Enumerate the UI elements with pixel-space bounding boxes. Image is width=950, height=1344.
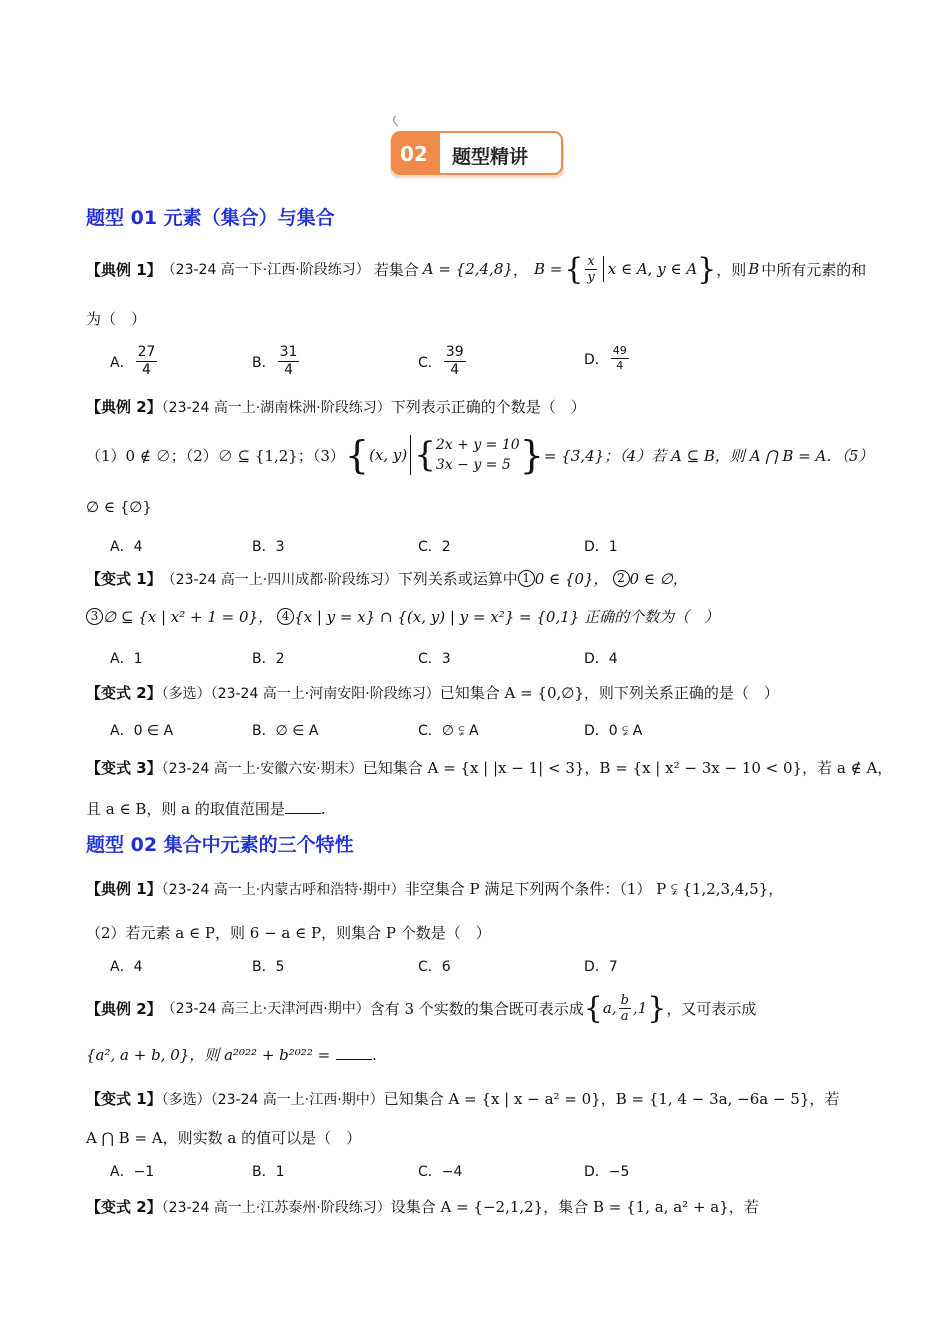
question-line: （2）若元素 a ∈ P，则 6 − a ∈ P，则集合 P 个数是（ ）: [86, 924, 491, 942]
question-tag: 【变式 1】: [86, 570, 162, 588]
question-text: 下列表示正确的个数是（ ）: [390, 398, 586, 416]
fraction-den: y: [587, 269, 595, 285]
option-label: C．: [418, 354, 442, 371]
question-tag: 【典例 1】: [86, 880, 162, 898]
fraction: [585, 254, 596, 285]
statement-text: {x | y = x} ∩ {(x, y) | y = x²} = {0,1} 正确的个数为（ ）: [294, 608, 720, 626]
section-title-1: 题型 01 元素（集合）与集合: [86, 207, 335, 229]
fraction-num: 39: [445, 344, 464, 360]
question-text: 已知集合 A = {0,∅}，则下列关系正确的是（ ）: [439, 684, 779, 702]
question-text: 设集合 A = {−2,1,2}，集合 B = {1, a, a² + a}，若: [390, 1198, 759, 1216]
question-s1-v3: [86, 757, 892, 778]
option-a[interactable]: A．0 ∈ A: [110, 723, 174, 739]
question-s2-v2: [86, 1196, 759, 1217]
question-line: A ⋂ B = A，则实数 a 的值可以是（ ）: [86, 1129, 362, 1147]
set-b-condition: x ∈ A, y ∈ A: [607, 260, 698, 278]
question-text: B: [748, 260, 760, 278]
question-text: ，则: [716, 260, 747, 279]
question-tag: 【变式 2】: [86, 1198, 162, 1216]
question-text: .: [320, 800, 326, 818]
question-text: 非空集合 P 满足下列两个条件：（1） P ⫋ {1,2,3,4,5}，: [404, 880, 784, 898]
question-text: ，: [512, 260, 528, 279]
question-tag: 【变式 1】: [86, 1090, 162, 1108]
fraction-den: 4: [616, 359, 624, 372]
option-label: B．: [252, 354, 276, 371]
option-c[interactable]: C．−4: [418, 1164, 463, 1180]
brace-open: {: [344, 433, 370, 477]
option-a[interactable]: A．1: [110, 651, 143, 667]
question-source: （多选）（23-24 高一上·江西·期中）: [161, 1092, 384, 1108]
fraction: [136, 344, 158, 379]
statement-text: （1）0 ∉ ∅；（2）∅ ⊆ {1,2}；（3）: [86, 446, 345, 465]
fraction-num: 27: [137, 344, 156, 360]
divider: [603, 256, 604, 282]
question-tag: 【变式 3】: [86, 759, 162, 777]
brace-open: {: [583, 990, 603, 1026]
option-c[interactable]: C．3: [418, 651, 451, 667]
question-line: ∅ ∈ {∅}: [86, 498, 152, 516]
fraction: [611, 344, 629, 373]
question-tag: 【变式 2】: [86, 684, 162, 702]
banner-title: 题型精讲: [452, 146, 529, 168]
question-line: [86, 798, 326, 819]
option-label: D．: [584, 351, 609, 368]
brace-close: }: [519, 433, 544, 477]
fraction-num: 31: [279, 344, 298, 360]
question-source: （23-24 高三上·天津河西·期中）: [161, 1001, 370, 1017]
question-source: （23-24 高一上·内蒙古呼和浩特·期中）: [161, 882, 405, 898]
option-c[interactable]: [418, 344, 468, 379]
statement-text: 0 ∈ ∅，: [629, 570, 688, 588]
option-a[interactable]: A．−1: [110, 1164, 155, 1180]
question-line: [86, 606, 719, 627]
question-text: 已知集合 A = {x | x − a² = 0}，B = {1, 4 − 3a, −6a − 5}，若: [383, 1090, 840, 1108]
question-line: [86, 1044, 377, 1065]
fraction: [278, 344, 300, 379]
statement-text: ∅ ⊆ {x | x² + 1 = 0}，: [103, 608, 274, 626]
fraction-den: 4: [284, 362, 293, 378]
question-s1-v2: [86, 682, 779, 703]
question-source: （多选）（23-24 高一上·河南安阳·阶段练习）: [161, 686, 440, 702]
question-text: 且 a ∈ B，则 a 的取值范围是: [86, 800, 285, 818]
options-row: [110, 340, 650, 380]
option-b[interactable]: B．2: [252, 651, 285, 667]
option-c[interactable]: C．2: [418, 539, 451, 555]
brace-close: }: [697, 251, 717, 287]
brace-close: }: [647, 990, 667, 1026]
fraction-num: 49: [612, 344, 627, 357]
question-text: 若集合: [373, 260, 419, 279]
circled-number: 1: [518, 570, 535, 587]
question-source: （23-24 高一下·江西·阶段练习）: [161, 262, 370, 278]
section-banner: [386, 116, 570, 184]
point-xy: (x, y): [369, 446, 408, 464]
question-s1-q1: [86, 252, 866, 286]
equation: 3x − y = 5: [435, 457, 511, 473]
question-text: 已知集合 A = {x | |x − 1| < 3}，B = {x | x² − 3x − 10 < 0}，若 a ∉ A，: [362, 759, 893, 777]
brace-open: {: [564, 251, 584, 287]
fraction-den: 4: [142, 362, 151, 378]
section-title-2: 题型 02 集合中元素的三个特性: [86, 834, 354, 856]
set-b-prefix: B =: [533, 260, 563, 278]
question-text: 下列关系或运算中: [397, 570, 518, 588]
circled-number: 3: [86, 608, 103, 625]
question-source: （23-24 高一上·湖南株洲·阶段练习）: [161, 400, 391, 416]
option-d[interactable]: [584, 344, 631, 373]
set-a: A = {2,4,8}: [422, 260, 513, 278]
question-s1-v1: [86, 568, 688, 589]
statement-text: 0 ∈ {0}，: [534, 570, 609, 588]
question-text: 中所有元素的和: [761, 260, 867, 279]
answer-blank[interactable]: [336, 1047, 372, 1060]
option-b[interactable]: [252, 344, 301, 379]
question-source: （23-24 高一上·江苏泰州·阶段练习）: [161, 1200, 391, 1216]
divider: [410, 435, 411, 475]
question-tag: 【典例 2】: [86, 398, 162, 416]
circled-number: 2: [613, 570, 630, 587]
option-d[interactable]: D．4: [584, 651, 618, 667]
option-label: A．: [110, 354, 134, 371]
option-d[interactable]: D．1: [584, 539, 618, 555]
equation: 2x + y = 10: [435, 437, 520, 453]
brace-open: {: [414, 435, 436, 475]
option-c[interactable]: C．∅ ⫋ A: [418, 723, 479, 739]
option-a[interactable]: [110, 344, 159, 379]
option-d[interactable]: D．7: [584, 959, 618, 975]
equation-system: [436, 435, 520, 475]
question-line: [86, 432, 873, 478]
question-text: 含有 3 个实数的集合既可表示成: [369, 999, 584, 1018]
question-source: （23-24 高一上·安徽六安·期末）: [161, 761, 363, 777]
option-a[interactable]: A．4: [110, 959, 143, 975]
answer-blank[interactable]: [285, 801, 321, 814]
question-s2-q1: [86, 878, 783, 899]
circled-number: 4: [277, 608, 294, 625]
set-element: a,: [602, 999, 617, 1017]
fraction-den: 4: [450, 362, 460, 378]
banner-number: 02: [400, 142, 428, 166]
question-s1-q2: [86, 396, 586, 417]
question-s2-v1: [86, 1088, 839, 1109]
question-tag: 【典例 2】: [86, 999, 162, 1018]
question-line: 为（ ）: [86, 310, 147, 328]
question-s2-q2: [86, 988, 756, 1028]
question-source: （23-24 高一上·四川成都·阶段练习）: [161, 571, 398, 588]
option-b[interactable]: B．5: [252, 959, 285, 975]
fraction-num: b: [620, 992, 629, 1008]
question-tag: 【典例 1】: [86, 260, 162, 279]
option-d[interactable]: D．−5: [584, 1164, 630, 1180]
question-text: ，又可表示成: [666, 999, 757, 1018]
question-text: .: [372, 1046, 377, 1064]
question-text: {a², a + b, 0}，则 a²⁰²² + b²⁰²² =: [86, 1046, 331, 1064]
option-a[interactable]: A．4: [110, 539, 143, 555]
fraction-num: x: [587, 253, 595, 269]
option-c[interactable]: C．6: [418, 959, 451, 975]
option-b[interactable]: B．∅ ∈ A: [252, 723, 319, 739]
set-element: ,1: [632, 999, 648, 1017]
fraction: [619, 993, 631, 1024]
option-b[interactable]: B．3: [252, 539, 285, 555]
fraction-den: a: [620, 1008, 629, 1024]
option-d[interactable]: D．0 ⫋ A: [584, 723, 643, 739]
option-b[interactable]: B．1: [252, 1164, 285, 1180]
statement-text: = {3,4}；（4）若 A ⊆ B，则 A ⋂ B = A．（5）: [543, 446, 874, 465]
fraction: [444, 344, 466, 379]
